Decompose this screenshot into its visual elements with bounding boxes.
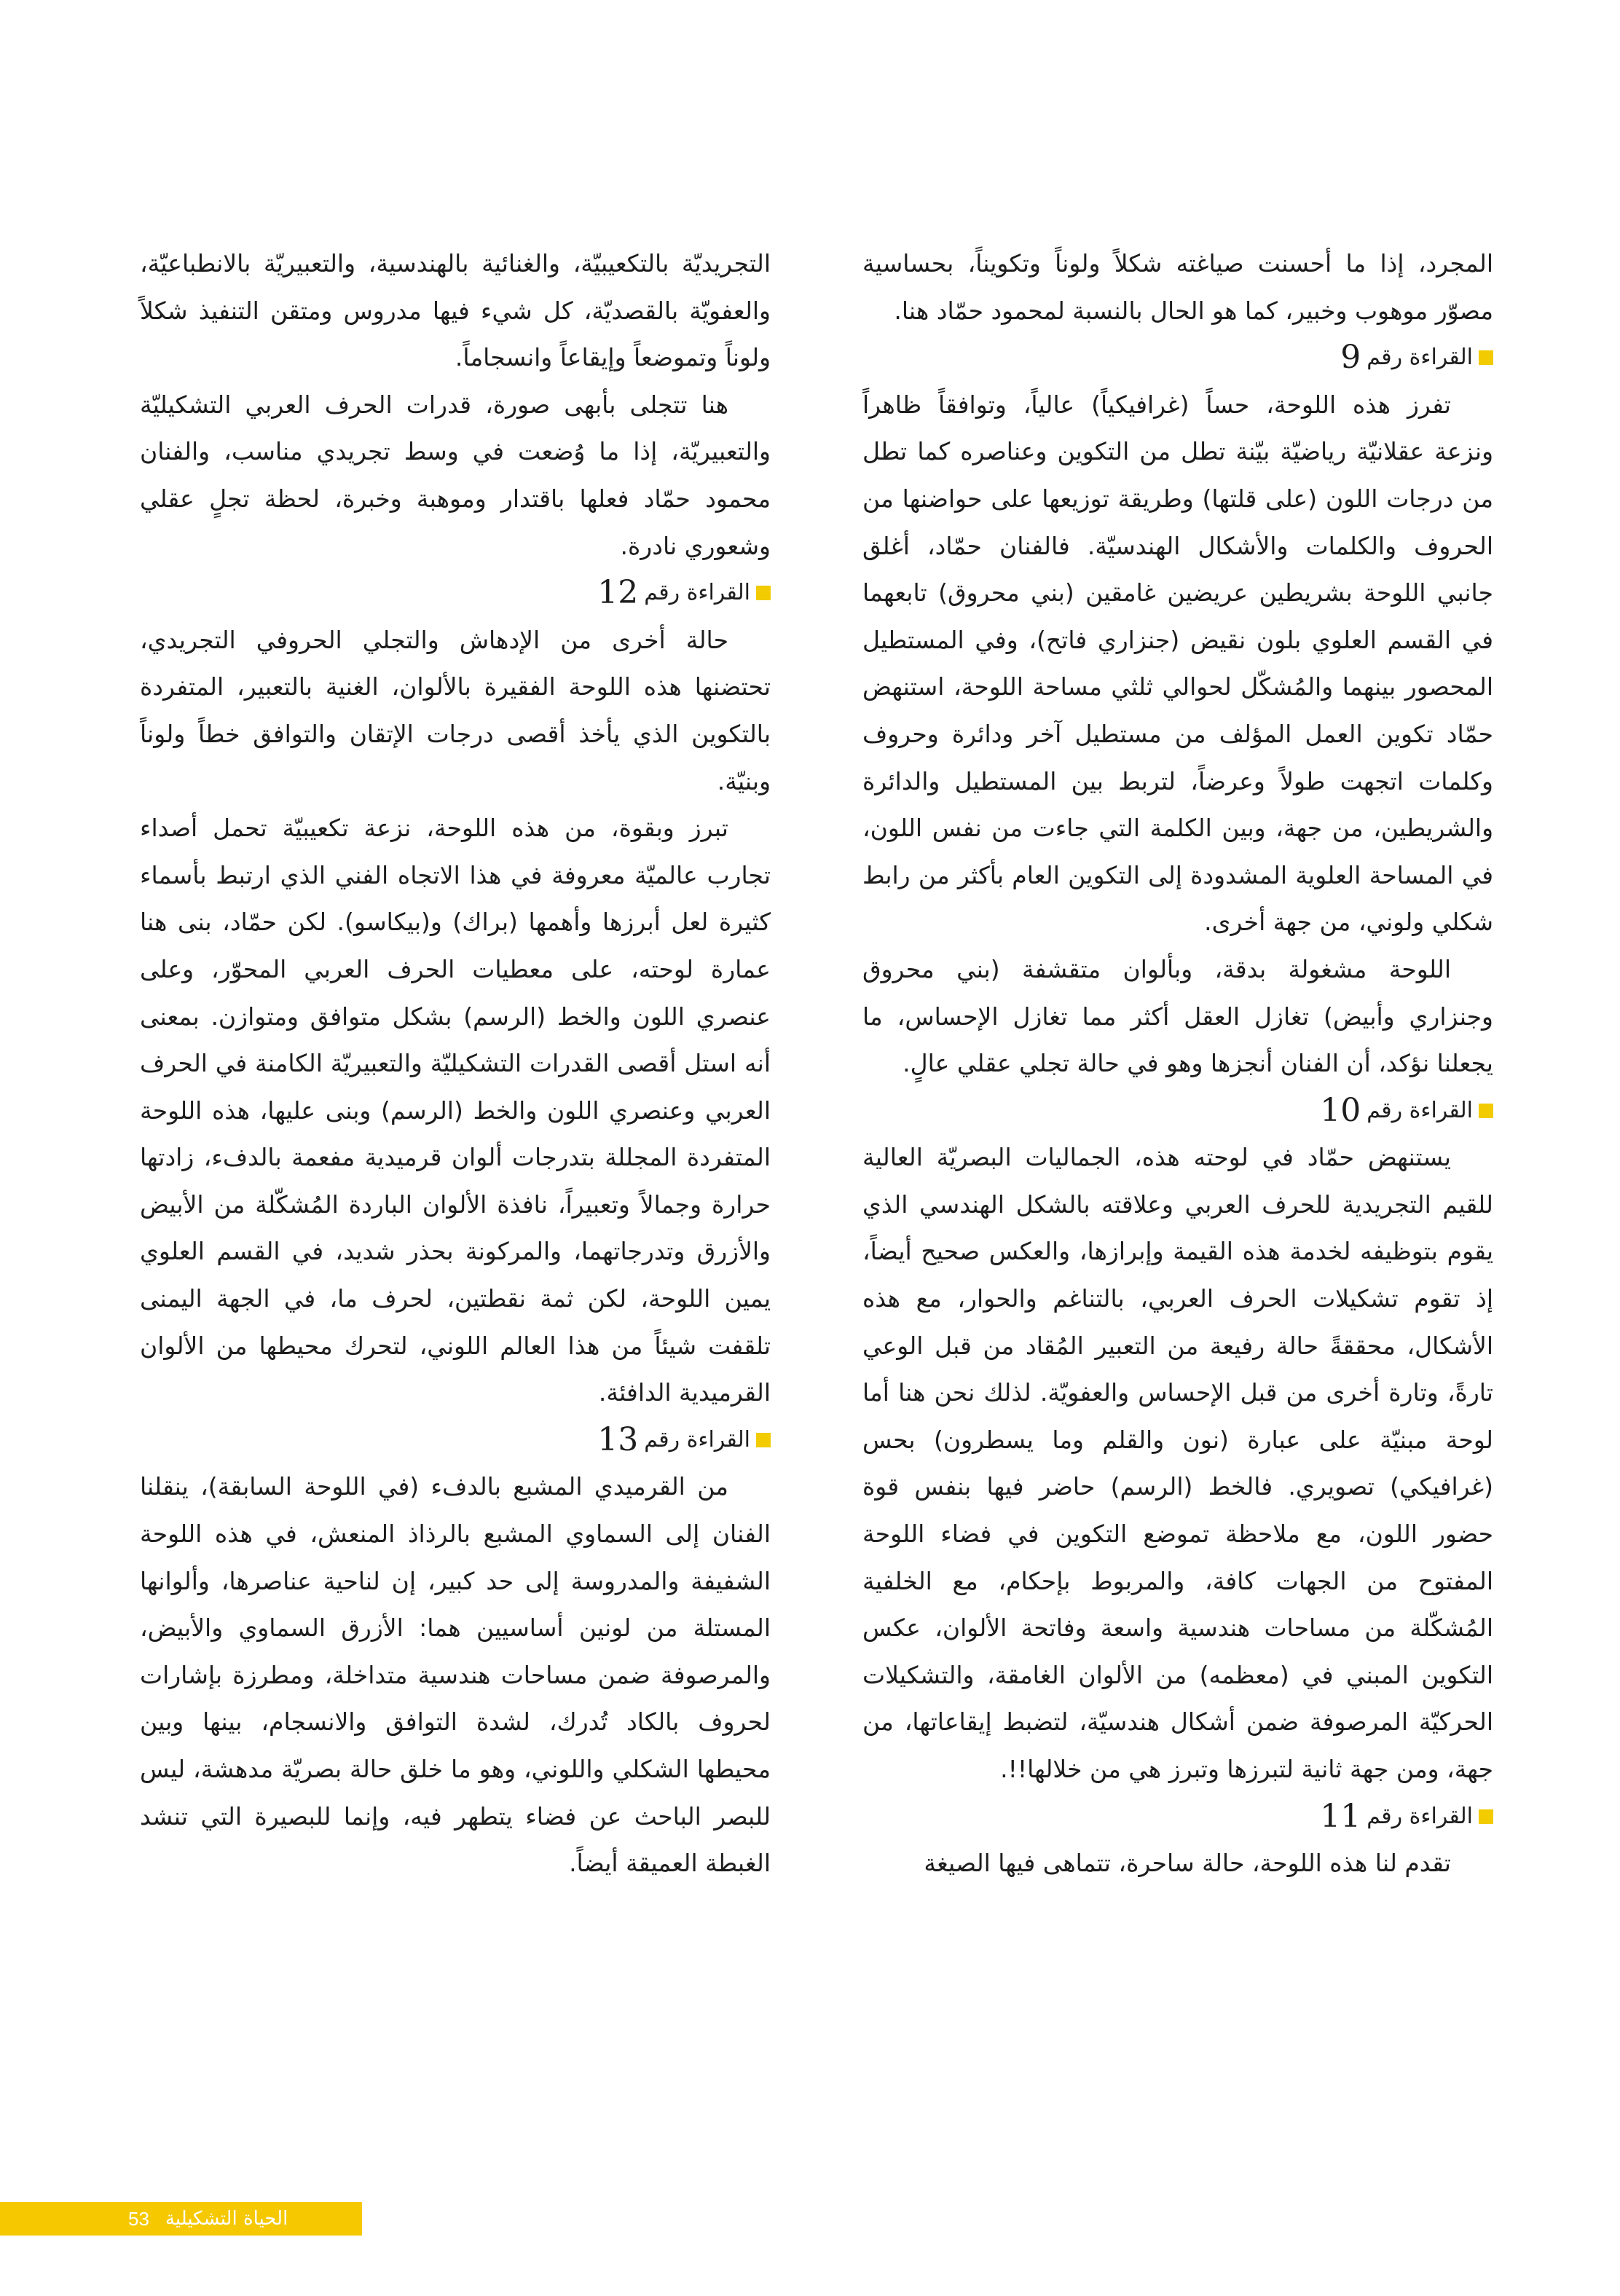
paragraph: تفرز هذه اللوحة، حساً (غرافيكياً) عالياً، وتوافقاً ظاهراً ونزعة عقلانيّة رياضيّة بيّنة تطل من التكوين وعناصره كما تطل من درجات اللون (على قلتها) وطريقة توزيعها على حواضنها من الحروف والكلمات والأشكال الهندسيّة. فالفنان حمّاد، أغلق جانبي اللوحة بشريطين عريضين غامقين (بني محروق) تابعهما في القسم العلوي بلون نقيض (جنزاري فاتح)، وفي المستطيل المحصور بينهما والمُشكّل لحوالي ثلثي مساحة اللوحة، استنهض حمّاد تكوين العمل المؤلف من مستطيل آخر ودائرة وحروف وكلمات اتجهت طولاً وعرضاً، لتربط بين المستطيل والدائرة والشريطين، من جهة، وبين الكلمة التي جاءت من نفس اللون، في المساحة العلوية المشدودة إلى التكوين العام بأكثر من رابط شكلي ولوني، من جهة أخرى. bbox=[862, 390, 1493, 937]
square-bullet-icon bbox=[1479, 350, 1493, 365]
paragraph: اللوحة مشغولة بدقة، وبألوان متقشفة (بني محروق وجنزاري وأبيض) تغازل العقل أكثر مما تغازل الإحساس، ما يجعلنا نؤكد، أن الفنان أنجزها وهو في حالة تجلي عقلي عالٍ. bbox=[862, 954, 1493, 1078]
heading-label: القراءة رقم bbox=[1367, 345, 1473, 371]
heading-number: 12 bbox=[597, 574, 639, 612]
heading-number: 10 bbox=[1320, 1091, 1361, 1129]
heading-label: القراءة رقم bbox=[644, 580, 750, 606]
heading-label: القراءة رقم bbox=[644, 1426, 750, 1452]
left-column bbox=[140, 240, 771, 1887]
paragraph: تبرز وبقوة، من هذه اللوحة، نزعة تكعيبيّة تحمل أصداء تجارب عالميّة معروفة في هذا الاتجاه الفني الذي ارتبط بأسماء كثيرة لعل أبرزها وأهمها (براك) و(بيكاسو). لكن حمّاد، بنى هنا عمارة لوحته، على معطيات الحرف العربي المحوّر، وعلى عنصري اللون والخط (الرسم) بشكل متوافق ومتوازن. بمعنى أنه استل أقصى القدرات التشكيليّة والتعبيريّة الكامنة في الحرف العربي وعنصري اللون والخط (الرسم) وبنى عليها، هذه اللوحة المتفردة المجللة بتدرجات ألوان قرميدية مفعمة بالدفء، زادتها حرارة وجمالاً وتعبيراً، نافذة الألوان الباردة المُشكّلة من الأبيض والأزرق وتدرجاتهما، والمركونة بحذر شديد، في القسم العلوي يمين اللوحة، لكن ثمة نقطتين، لحرف ما، في الجهة اليمنى تلقفت شيئاً من هذا العالم اللوني، لتحرك محيطها من الألوان القرميدية الدافئة. bbox=[140, 814, 771, 1407]
square-bullet-icon bbox=[756, 586, 771, 600]
paragraph: هنا تتجلى بأبهى صورة، قدرات الحرف العربي التشكيليّة والتعبيريّة، إذا ما وُضعت في وسط تجريدي مناسب، والفنان محمود حمّاد فعلها باقتدار وموهبة وخبرة، لحظة تجلٍ عقلي وشعوري نادرة. bbox=[140, 390, 771, 560]
reading-10-heading bbox=[862, 1088, 1493, 1135]
paragraph: تقدم لنا هذه اللوحة، حالة ساحرة، تتماهى فيها الصيغة bbox=[924, 1849, 1451, 1878]
heading-label: القراءة رقم bbox=[1367, 1803, 1473, 1829]
reading-9-heading bbox=[862, 334, 1493, 382]
reading-11-heading bbox=[862, 1793, 1493, 1841]
magazine-name: الحياة التشكيلية bbox=[165, 2208, 288, 2230]
square-bullet-icon bbox=[1479, 1809, 1493, 1824]
heading-number: 11 bbox=[1320, 1797, 1361, 1835]
heading-label: القراءة رقم bbox=[1367, 1097, 1473, 1123]
heading-number: 13 bbox=[597, 1420, 639, 1458]
square-bullet-icon bbox=[1479, 1104, 1493, 1118]
paragraph: المجرد، إذا ما أحسنت صياغته شكلاً ولوناً وتكويناً، بحساسية مصوّر موهوب وخبير، كما هو الحال بالنسبة لمحمود حمّاد هنا. bbox=[862, 249, 1493, 325]
paragraph: التجريديّة بالتكعيبيّة، والغنائية بالهندسية، والتعبيريّة بالانطباعيّة، والعفويّة بالقصديّة، كل شيء فيها مدروس ومتقن التنفيذ شكلاً ولوناً وتموضعاً وإيقاعاً وانسجاماً. bbox=[140, 249, 771, 372]
reading-12-heading bbox=[140, 570, 771, 617]
heading-number: 9 bbox=[1340, 339, 1361, 377]
paragraph: يستنهض حمّاد في لوحته هذه، الجماليات البصريّة العالية للقيم التجريدية للحرف العربي وعلاقته بالشكل الهندسي الذي يقوم بتوظيفه لخدمة هذه القيمة وإبرازها، والعكس صحيح أيضاً، إذ تقوم تشكيلات الحرف العربي، بالتناغم والحوار، مع هذه الأشكال، محققةً حالة رفيعة من التعبير المُقاد من قبل الوعي تارةً، وتارة أخرى من قبل الإحساس والعفويّة. لذلك نحن هنا أما لوحة مبنيّة على عبارة (نون والقلم وما يسطرون) بحس (غرافيكي) تصويري. فالخط (الرسم) حاضر فيها بنفس قوة حضور اللون، مع ملاحظة تموضع التكوين في فضاء اللوحة المفتوح من الجهات كافة، والمربوط بإحكام، مع الخلفية المُشكّلة من مساحات هندسية واسعة وفاتحة الألوان، عكس التكوين المبني في (معظمه) من الألوان الغامقة، والتشكيلات الحركيّة المرصوفة ضمن أشكال هندسيّة، لتضبط إيقاعاتها، من جهة، ومن جهة ثانية لتبرزها وتبرز هي من خلالها!!. bbox=[862, 1143, 1493, 1783]
paragraph: من القرميدي المشبع بالدفء (في اللوحة السابقة)، ينقلنا الفنان إلى السماوي المشبع بالرذاذ المنعش، في هذه اللوحة الشفيفة والمدروسة إلى حد كبير، إن لناحية عناصرها، وألوانها المستلة من لونين أساسيين هما: الأزرق السماوي والأبيض، والمرصوفة ضمن مساحات هندسية متداخلة، ومطرزة بإشارات لحروف بالكاد تُدرك، لشدة التوافق والانسجام، بينها وبين محيطها الشكلي واللوني، وهو ما خلق حالة بصريّة مدهشة، ليس للبصر الباحث عن فضاء يتطهر فيه، وإنما للبصيرة التي تنشد الغبطة العميقة أيضاً. bbox=[140, 1472, 771, 1878]
right-column bbox=[862, 240, 1493, 1887]
page-number: 53 bbox=[128, 2207, 149, 2230]
footer-bar bbox=[0, 2202, 362, 2236]
square-bullet-icon bbox=[756, 1433, 771, 1447]
paragraph: حالة أخرى من الإدهاش والتجلي الحروفي التجريدي، تحتضنها هذه اللوحة الفقيرة بالألوان، الغنية بالتعبير، المتفردة بالتكوين الذي يأخذ أقصى درجات الإتقان والتوافق خطاً ولوناً وبنيّة. bbox=[140, 625, 771, 795]
reading-13-heading bbox=[140, 1417, 771, 1464]
